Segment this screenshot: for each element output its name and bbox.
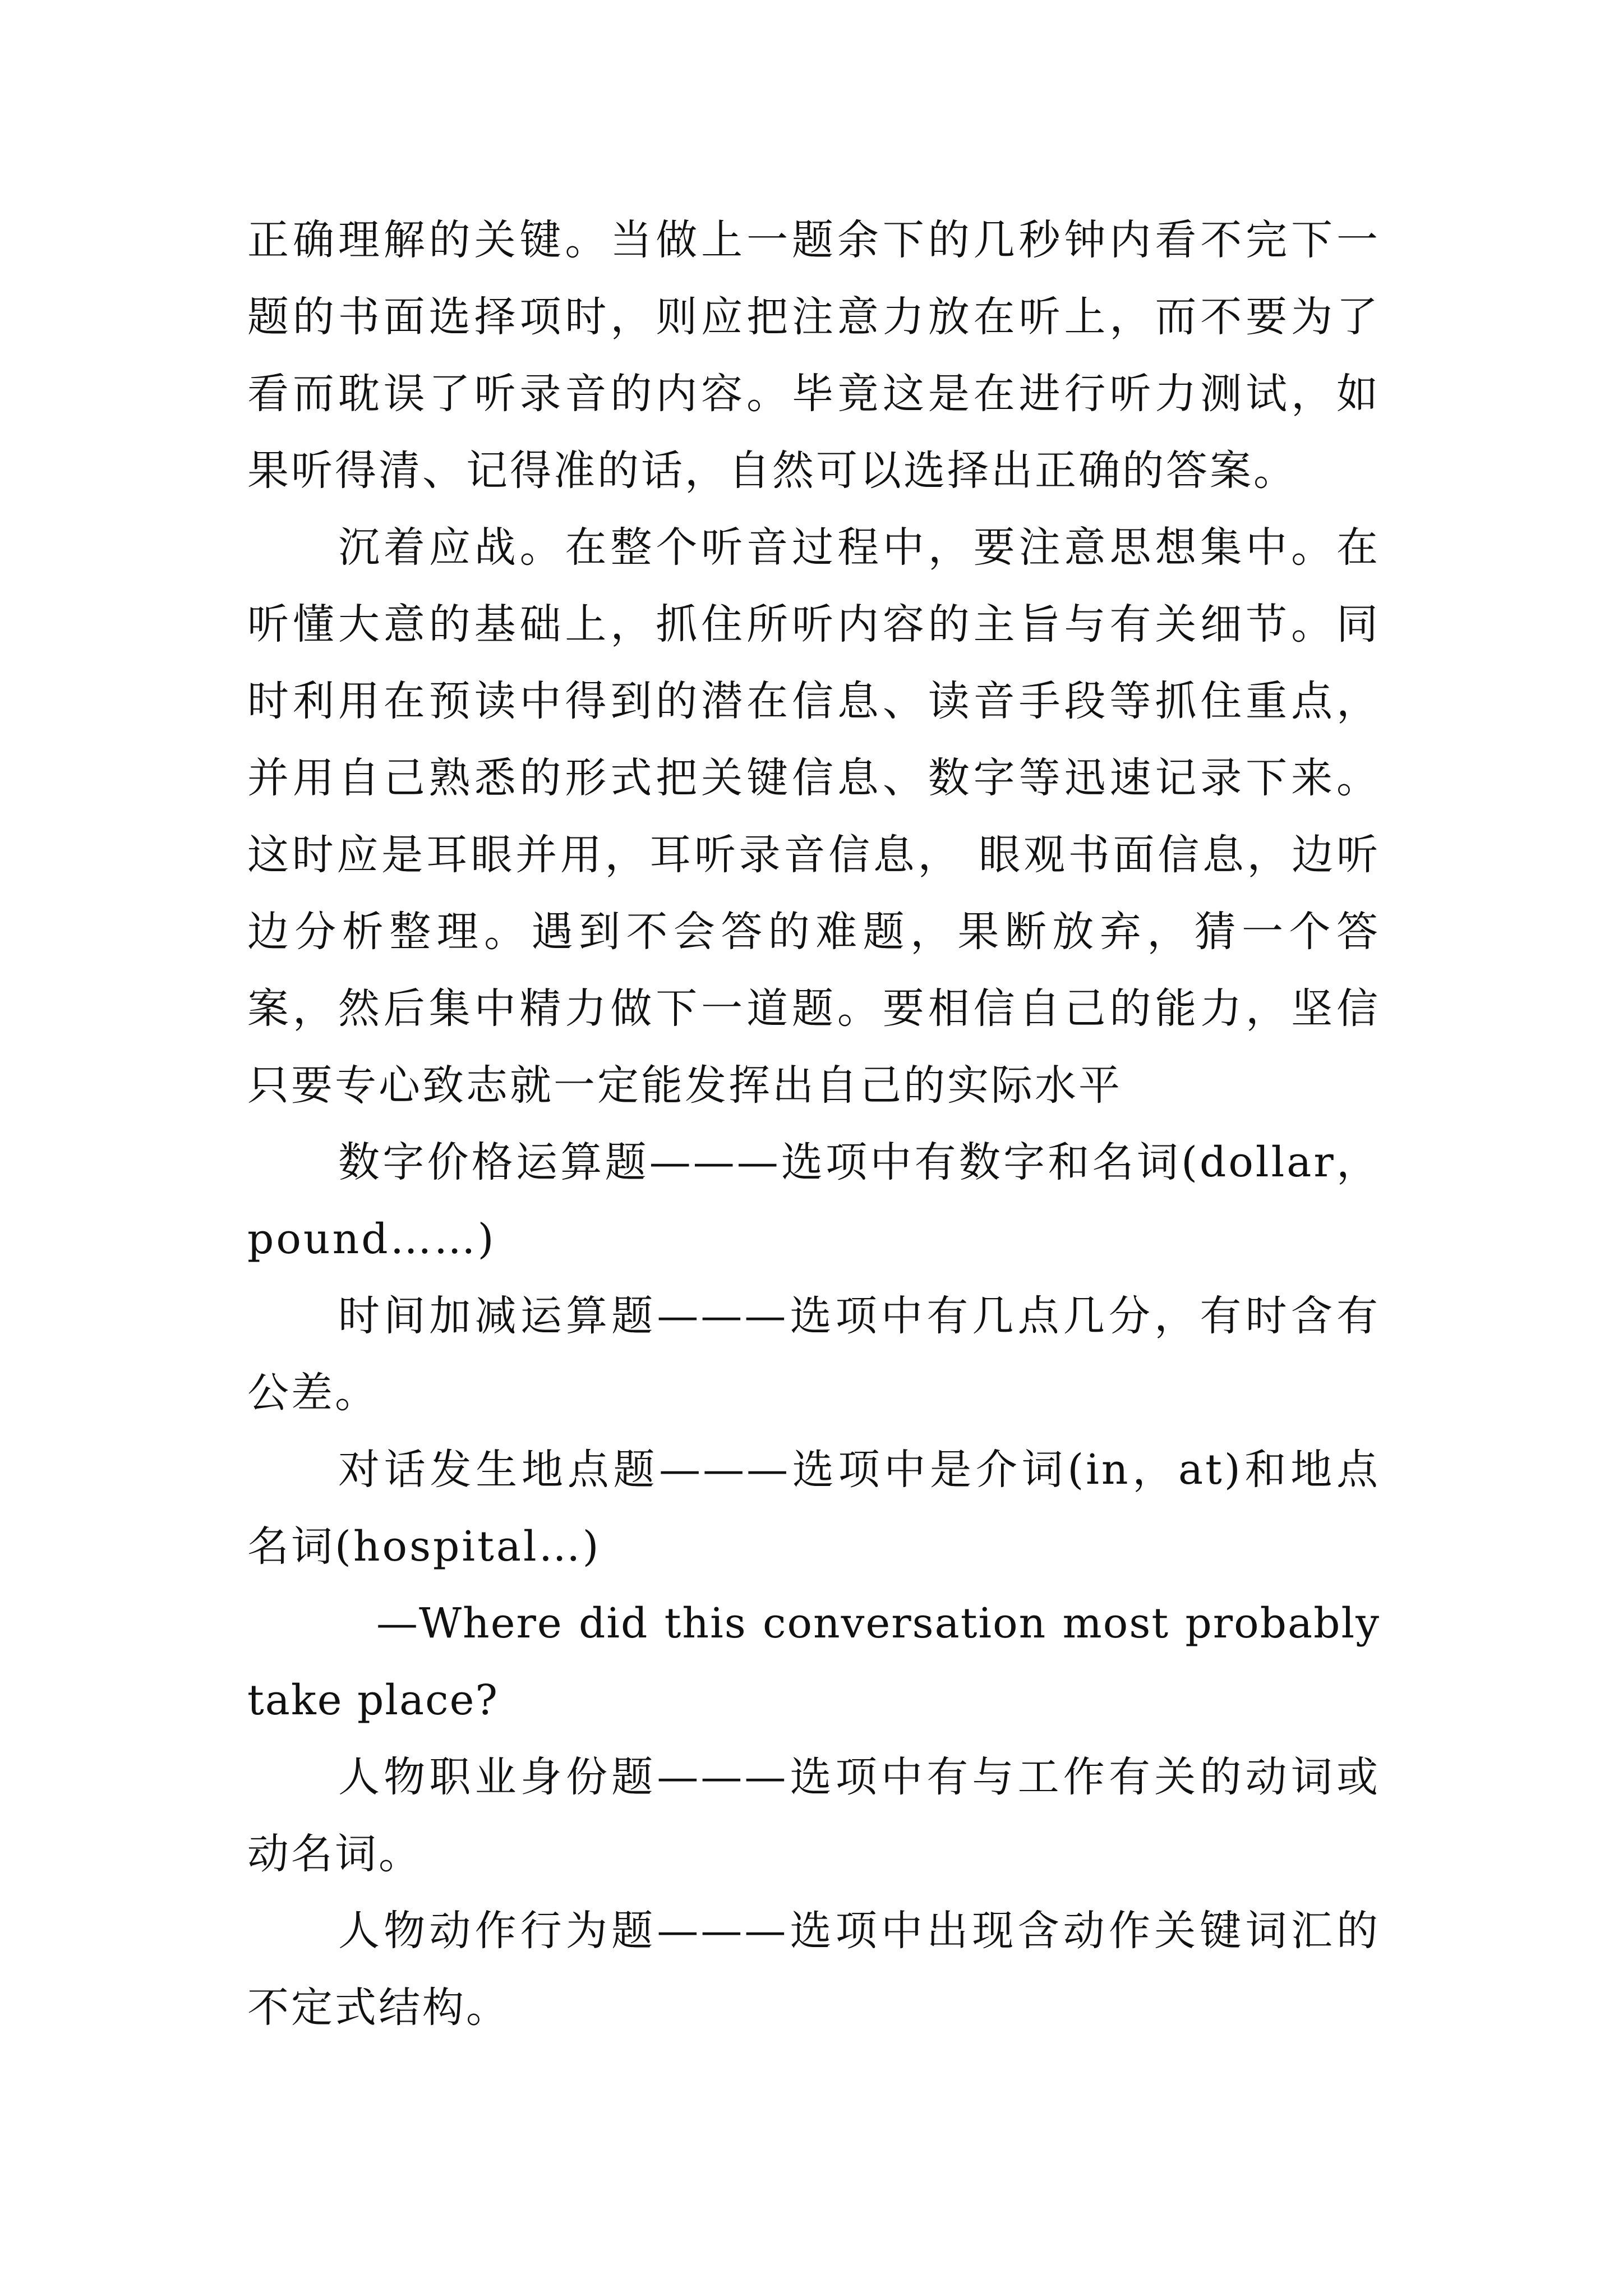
paragraph-action-question: 人物动作行为题———选项中出现含动作关键词汇的不定式结构。 — [247, 1907, 1380, 2032]
paragraph-continuation: 正确理解的关键。当做上一题余下的几秒钟内看不完下一题的书面选择项时，则应把注意力放在听上，而不要为了看而耽误了听录音的内容。毕竟这是在进行听力测试，如果听得清、记得准的话，自然可以选择出正确的答案。 — [247, 216, 1380, 495]
paragraph-location-question: 对话发生地点题———选项中是介词(in，at)和地点名词(hospital…) — [247, 1446, 1380, 1571]
paragraph-composure: 沉着应战。在整个听音过程中，要注意思想集中。在听懂大意的基础上，抓住所听内容的主旨与有关细节。同时利用在预读中得到的潜在信息、读音手段等抓住重点，并用自己熟悉的形式把关键信息、数字等迅速记录下来。这时应是耳眼并用，耳听录音信息， 眼观书面信息，边听边分析整理。遇到不会答的难题，果断放弃，猜一个答案，然后集中精力做下一道题。要相信自己的能力，坚信只要专心致志就一定能发挥出自己的实际水平 — [247, 523, 1380, 1110]
document-body — [247, 202, 1380, 2046]
paragraph-time-calculation: 时间加减运算题———选项中有几点几分，有时含有公差。 — [247, 1292, 1380, 1417]
paragraph-example-question: —Where did this conversation most probably take place? — [247, 1599, 1380, 1724]
paragraph-price-calculation: 数字价格运算题———选项中有数字和名词(dollar，pound……) — [247, 1138, 1380, 1263]
paragraph-occupation-question: 人物职业身份题———选项中有与工作有关的动词或动名词。 — [247, 1753, 1380, 1878]
